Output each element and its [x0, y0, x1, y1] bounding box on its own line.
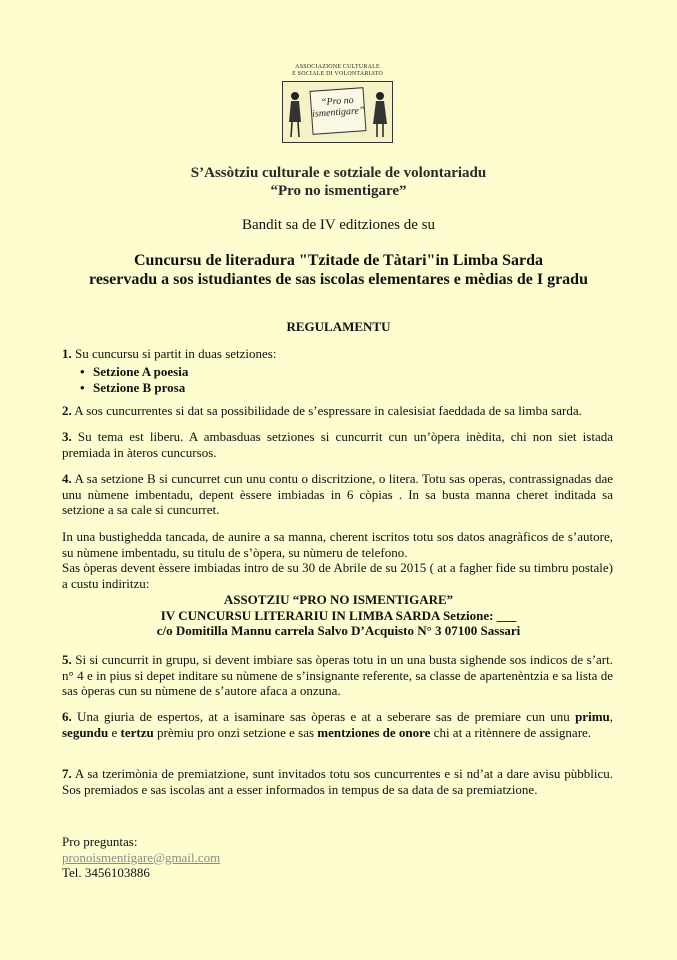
rule-7: [62, 766, 613, 797]
rule-2-number: 2.: [62, 403, 72, 418]
rule-2-text: A sos cuncurrentes si dat sa possibilidade de s’espressare in calesisiat faeddada de sa limba sarda.: [71, 403, 582, 418]
prize-third: tertzu: [120, 724, 154, 740]
rule-1: [62, 346, 613, 362]
contest-title: [0, 251, 677, 289]
contact-email-link[interactable]: pronoismentigare@gmail.com: [62, 849, 221, 865]
logo-top-line1: ASSOCIAZIONE CULTURALE: [295, 64, 380, 70]
envelope-paragraph-2: Sas òperas devent èssere imbiadas intro de su 30 de Abrile de su 2015 ( at a fagher fide su timbru postale) a custu indiritzu:: [62, 560, 613, 591]
bandit-heading: Bandit sa de IV editziones de su: [241, 217, 435, 233]
list-item: • Setzione B prosa: [80, 380, 188, 396]
envelope-instructions: [62, 529, 613, 591]
contact-phone: Tel. 3456103886: [62, 865, 150, 881]
rule-3-number: 3.: [62, 429, 72, 444]
regulation-heading: REGULAMENTU: [286, 319, 391, 334]
logo-script-line2: ismentigare”: [311, 105, 365, 120]
prize-first: primu: [575, 709, 610, 724]
logo-script-line1: “Pro no: [320, 94, 355, 109]
prize-second: segundu: [62, 724, 109, 740]
contact-block: [62, 834, 613, 881]
logo-sign: [310, 87, 367, 135]
address-line1: ASSOTZIU “PRO NO ISMENTIGARE”: [223, 592, 454, 607]
envelope-paragraph-1: In una bustighedda tancada, de aunire a sa manna, cherent iscritos totu sos datos anagràficos de s’autore, su nùmene imbentadu, su titulu de s’òpera, su nùmeru de telefono.: [62, 529, 613, 560]
rule-1-number: 1.: [62, 346, 72, 361]
rule-3: [62, 429, 613, 460]
rule-7-text: A sa tzerimònia de premiatzione, sunt invitados totu sos cuncurrentes e si nd’at a dare avisu pùbblicu. Sos premiados e sas iscolas ant a esser informados in tempus de sa data de sa premiatzione.: [62, 766, 613, 797]
association-name-line2: “Pro no ismentigare”: [270, 183, 407, 199]
rule-1-text: Su cuncursu si partit in duas setziones:: [71, 346, 277, 361]
rule-3-text: Su tema est liberu. A ambasduas setziones si cuncurrit cun un’òpera inèdita, chi non siet istada premiada in àteros cuncursos.: [62, 429, 613, 460]
rule-7-number: 7.: [62, 766, 72, 781]
rule-4: [62, 471, 613, 518]
rule-4-text: A sa setzione B si cuncurret cun unu contu o discritzione, o litera. Totu sas operas, contrassignadas dae unu nùmene imbentadu, depent èssere imbiadas in 6 còpias . In sa busta manna cheret inditada sa setzione a sa cale si cuncurret.: [62, 471, 613, 518]
honorable-mentions: mentziones de onore: [317, 724, 431, 740]
sections-list: [80, 364, 188, 396]
association-logo: [282, 64, 393, 144]
contest-title-line2: reservadu a sos istudiantes de sas iscolas elementares e mèdias de I gradu: [89, 271, 588, 288]
contest-title-line1: Cuncursu de literadura "Tzitade de Tàtari"in Limba Sarda: [133, 252, 544, 269]
mailing-address: [0, 592, 677, 639]
address-line2: IV CUNCURSU LITERARIU IN LIMBA SARDA Setzione: ___: [160, 607, 517, 623]
rule-5-text: Si si cuncurrit in grupu, si devent imbiare sas òperas totu in un una busta sighende sos indicos de s’art. n° 4 e in pius si depet inditare su nùmene de s’insignante referente, sa classe de apartenèntzia e sa lista de sas òperas cun su nùmene de s’autore afaca a onzuna.: [62, 652, 613, 699]
address-line3: c/o Domitilla Mannu carrela Salvo D’Acquisto N° 3 07100 Sassari: [156, 623, 521, 639]
rule-6: 6. Una giuria de espertos, at a isaminare sas òperas e at a seberare sas de premiare cun unu primu, segundu e tertzu prèmiu pro onzi setzione e sas mentziones de onore chi at a ritènnere de assignare.: [62, 709, 613, 740]
rule-5-number: 5.: [62, 652, 72, 667]
rule-2: [62, 403, 613, 419]
rule-4-number: 4.: [62, 471, 72, 486]
association-name: [0, 164, 677, 200]
list-item: • Setzione A poesia: [80, 364, 188, 380]
logo-top-line2: E SOCIALE DI VOLONTARIATO: [292, 71, 383, 77]
logo-frame: [282, 81, 393, 143]
rule-5: [62, 652, 613, 699]
rule-6-number: 6.: [62, 709, 72, 724]
contact-label: Pro preguntas:: [62, 834, 138, 849]
association-name-line1: S’Assòtziu culturale e sotziale de volontariadu: [190, 165, 487, 181]
